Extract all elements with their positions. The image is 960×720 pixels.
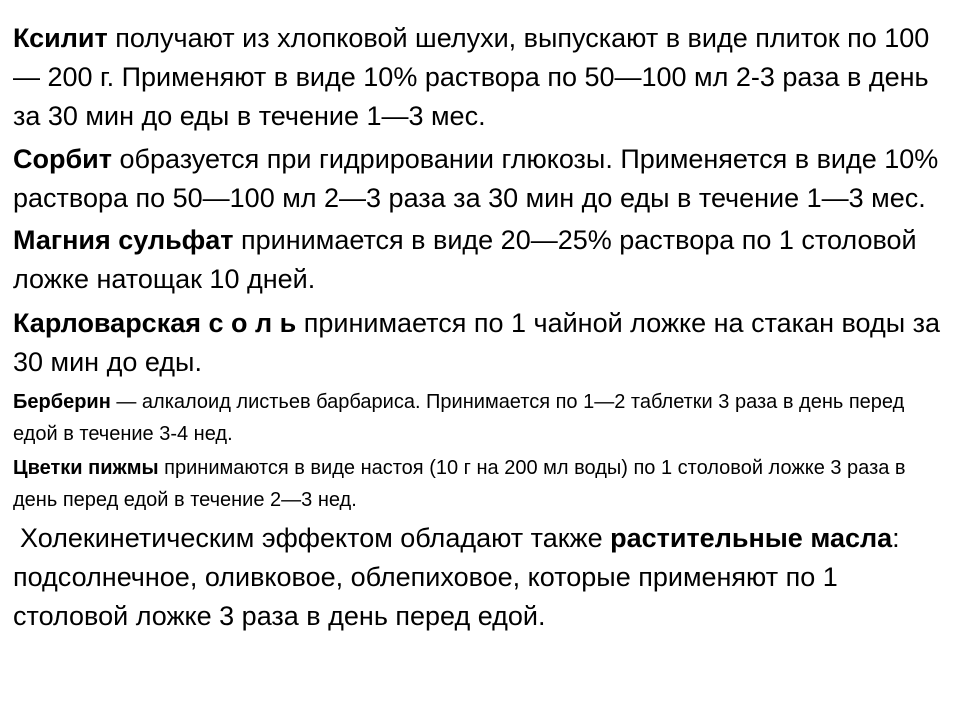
text-vegetable-oils: : подсолнечное, оливковое, облепиховое, которые применяют по 1 столовой ложке 3 раза в день перед едой. bbox=[13, 523, 900, 631]
term-vegetable-oils: растительные масла bbox=[610, 523, 893, 553]
paragraph-vegetable-oils bbox=[13, 519, 948, 636]
text-xylitol: получают из хлопковой шелухи, выпускают в виде плиток по 100— 200 г. Применяют в виде 10% раствора по 50—100 мл 2-3 раза в день за 30 мин до еды в течение 1—3 мес. bbox=[13, 23, 930, 131]
text-sorbitol: образуется при гидрировании глюкозы. Применяется в виде 10% раствора по 50—100 мл 2—3 раза за 30 мин до еды в течение 1—3 мес. bbox=[13, 144, 939, 213]
text-karlovy-vary-salt: принимается по 1 чайной ложке на стакан воды за 30 мин до еды. bbox=[13, 308, 941, 377]
term-magnesium-sulfate: Магния сульфат bbox=[13, 225, 234, 255]
text-tansy-flowers: принимаются в виде настоя (10 г на 200 мл воды) по 1 столовой ложке 3 раза в день перед едой в течение 2—3 нед. bbox=[13, 457, 906, 511]
term-sorbitol: Сорбит bbox=[13, 144, 112, 174]
term-berberine: Берберин bbox=[13, 391, 111, 413]
paragraph-berberine bbox=[13, 386, 948, 450]
lead-vegetable-oils: Холекинетическим эффектом обладают также bbox=[20, 523, 611, 553]
paragraph-xylitol bbox=[13, 19, 948, 136]
paragraph-tansy-flowers bbox=[13, 452, 948, 516]
paragraph-karlovy-vary-salt bbox=[13, 304, 948, 382]
text-berberine: — алкалоид листьев барбариса. Принимается по 1—2 таблетки 3 раза в день перед едой в течение 3-4 нед. bbox=[13, 391, 905, 445]
slide-content bbox=[13, 19, 948, 636]
text-magnesium-sulfate: принимается в виде 20—25% раствора по 1 столовой ложке натощак 10 дней. bbox=[13, 225, 917, 294]
paragraph-sorbitol bbox=[13, 140, 948, 218]
term-karlovy-vary-salt: Карловарская с о л ь bbox=[13, 308, 297, 338]
term-xylitol: Ксилит bbox=[13, 23, 108, 53]
term-tansy-flowers: Цветки пижмы bbox=[13, 457, 159, 479]
paragraph-magnesium-sulfate bbox=[13, 221, 948, 299]
